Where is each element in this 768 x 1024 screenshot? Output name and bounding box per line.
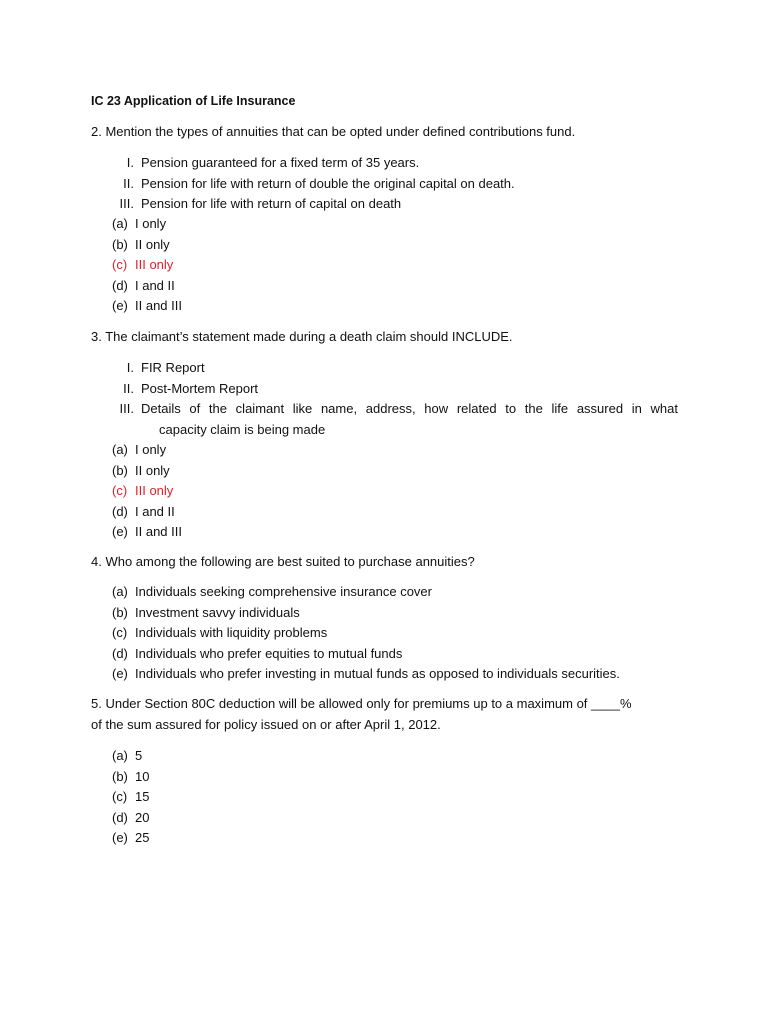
option-text: II and III: [135, 524, 182, 539]
statement-item: [112, 174, 678, 195]
question-5-text: [91, 694, 681, 735]
statement-item: [112, 379, 678, 400]
option-item: [112, 522, 678, 543]
option-text: I and II: [135, 503, 175, 519]
option-text: II only: [135, 462, 170, 478]
option-text: I and II: [135, 277, 175, 293]
option-text: II only: [135, 236, 170, 252]
question-3-options: [112, 440, 678, 543]
option-item: [112, 767, 678, 788]
option-text: 20: [135, 809, 150, 825]
option-marker: (c): [112, 483, 128, 498]
option-marker: (a): [112, 442, 128, 457]
statement-text: Pension for life with return of double the original capital on death.: [141, 175, 515, 191]
option-item-correct: [112, 255, 678, 276]
option-text: I only: [135, 442, 167, 457]
option-item: [112, 235, 678, 256]
document-title: IC 23 Application of Life Insurance: [91, 94, 296, 108]
option-text: I only: [135, 216, 167, 231]
question-2-text: 2. Mention the types of annuities that can be opted under defined contributions fund.: [91, 124, 576, 139]
option-item: [112, 440, 678, 461]
option-item: [112, 828, 678, 849]
option-marker: (d): [112, 503, 128, 519]
statement-item: [112, 153, 678, 174]
option-item: [112, 582, 678, 603]
option-item: [112, 644, 678, 665]
statement-text: Post-Mortem Report: [141, 380, 259, 396]
option-marker: (c): [112, 257, 128, 272]
statement-text: Pension guaranteed for a fixed term of 35 years.: [141, 155, 420, 170]
option-text: 5: [135, 748, 143, 763]
statement-item: [112, 358, 678, 379]
option-item: [112, 214, 678, 235]
option-marker: (e): [112, 298, 128, 313]
statement-continuation: capacity claim is being made: [159, 421, 326, 437]
option-marker: (e): [112, 524, 128, 539]
statement-marker: III.: [119, 196, 134, 211]
option-item: [112, 623, 678, 644]
statement-item: [112, 399, 678, 420]
option-text: 10: [135, 768, 150, 784]
question-2-statements: [112, 153, 678, 215]
option-item: [112, 296, 678, 317]
option-item: [112, 603, 678, 624]
statement-text: Details of the claimant like name, address, how related to the life assured in what: [141, 401, 678, 416]
statement-text: FIR Report: [141, 360, 205, 375]
option-marker: (b): [112, 768, 128, 784]
option-text: Individuals who prefer investing in mutual funds as opposed to individuals securities.: [135, 666, 620, 681]
option-marker: (c): [112, 789, 128, 804]
option-item: [112, 461, 678, 482]
statement-marker: II.: [123, 380, 134, 396]
option-marker: (d): [112, 645, 128, 661]
option-item: [112, 502, 678, 523]
option-marker: (b): [112, 236, 128, 252]
option-marker: (e): [112, 666, 128, 681]
statement-marker: III.: [119, 401, 134, 416]
question-3-text: 3. The claimant’s statement made during a death claim should INCLUDE.: [91, 329, 513, 344]
statement-item: [112, 194, 678, 215]
option-text: Individuals who prefer equities to mutual funds: [135, 645, 403, 661]
option-item: [112, 276, 678, 297]
option-text: Individuals with liquidity problems: [135, 625, 328, 640]
question-4-options: [112, 582, 678, 685]
option-text: II and III: [135, 298, 182, 313]
statement-marker: I.: [126, 155, 134, 170]
option-text: Individuals seeking comprehensive insurance cover: [135, 584, 432, 599]
option-item: [112, 787, 678, 808]
option-text: III only: [135, 257, 174, 272]
option-text: 25: [135, 830, 150, 845]
option-text: 15: [135, 789, 150, 804]
option-marker: (e): [112, 830, 128, 845]
question-2-options: [112, 214, 678, 317]
option-marker: (a): [112, 216, 128, 231]
option-marker: (b): [112, 604, 128, 620]
statement-marker: I.: [126, 360, 134, 375]
option-item: [112, 808, 678, 829]
option-marker: (c): [112, 625, 128, 640]
option-marker: (a): [112, 584, 128, 599]
option-text: Investment savvy individuals: [135, 604, 300, 620]
option-item: [112, 746, 678, 767]
option-marker: (d): [112, 809, 128, 825]
question-5-line-1: 5. Under Section 80C deduction will be allowed only for premiums up to a maximum of ____%: [91, 696, 632, 711]
statement-marker: II.: [123, 175, 134, 191]
option-marker: (b): [112, 462, 128, 478]
option-text: III only: [135, 483, 174, 498]
option-marker: (a): [112, 748, 128, 763]
statement-text: Pension for life with return of capital on death: [141, 196, 402, 211]
option-item-correct: [112, 481, 678, 502]
question-4-text: 4. Who among the following are best suited to purchase annuities?: [91, 554, 475, 569]
question-5-line-2: of the sum assured for policy issued on or after April 1, 2012.: [91, 717, 441, 732]
question-5-options: [112, 746, 678, 849]
option-marker: (d): [112, 277, 128, 293]
option-item: [112, 664, 678, 685]
question-3-statements: [112, 358, 678, 440]
